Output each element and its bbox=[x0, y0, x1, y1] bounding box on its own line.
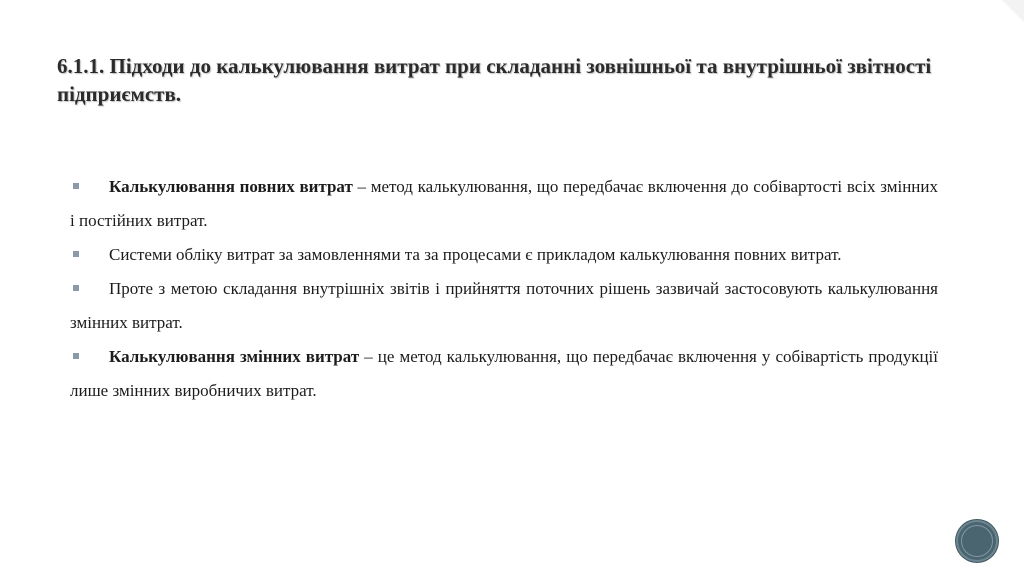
list-item-term: Калькулювання повних витрат bbox=[109, 177, 353, 196]
square-bullet-icon bbox=[73, 183, 79, 189]
list-item bbox=[70, 272, 938, 340]
list-item bbox=[70, 170, 938, 238]
list-item bbox=[70, 340, 938, 408]
bullet-list bbox=[70, 170, 938, 408]
list-item-term: Калькулювання змінних витрат bbox=[109, 347, 360, 366]
square-bullet-icon bbox=[73, 251, 79, 257]
list-item-text: – метод калькулювання, що передбачає включення до собівартості всіх змінних і постійних витрат. bbox=[70, 177, 938, 230]
square-bullet-icon bbox=[73, 353, 79, 359]
square-bullet-icon bbox=[73, 285, 79, 291]
list-item bbox=[70, 238, 938, 272]
circle-nav-icon[interactable] bbox=[956, 520, 998, 562]
slide-title: 6.1.1. Підходи до калькулювання витрат при складанні зовнішньої та внутрішньої звітності підприємств. bbox=[57, 54, 932, 106]
circle-nav-inner-ring bbox=[961, 525, 993, 557]
list-item-text: Системи обліку витрат за замовленнями та за процесами є прикладом калькулювання повних витрат. bbox=[109, 245, 842, 264]
list-item-text: – це метод калькулювання, що передбачає включення у собівартість продукції лише змінних виробничих витрат. bbox=[70, 347, 938, 400]
list-item-text: Проте з метою складання внутрішніх звітів і прийняття поточних рішень зазвичай застосовують калькулювання змінних витрат. bbox=[70, 279, 938, 332]
page-corner-decoration bbox=[1002, 0, 1024, 22]
